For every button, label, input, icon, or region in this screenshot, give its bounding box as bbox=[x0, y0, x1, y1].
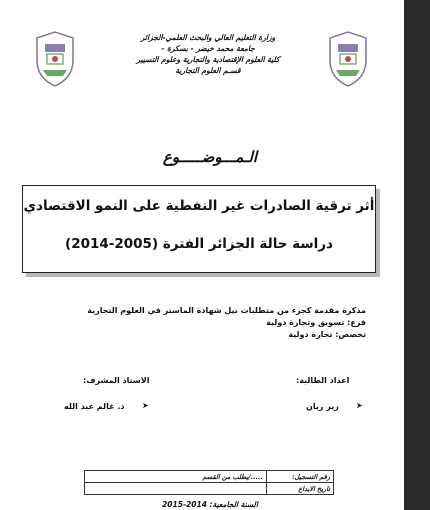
bullet-arrow-icon: ➤ bbox=[142, 401, 149, 410]
faculty-name: كلية العلوم الإقتصادية والتجارية وعلوم التسيير bbox=[136, 55, 280, 64]
subject-label: الـمـــوضـــــوع bbox=[162, 148, 258, 166]
university-name: جامعة محمد خيضر - بسكرة - bbox=[161, 44, 255, 53]
thesis-subtitle: دراسة حالة الجزائر الفترة (2005-2014) bbox=[65, 236, 333, 252]
ministry-name: وزارة التعليم العالي والبحث العلمي-الجزائر bbox=[140, 33, 276, 42]
deposit-date-value bbox=[85, 483, 267, 495]
university-logo-right bbox=[326, 30, 370, 88]
student-label: اعداد الطالبة: bbox=[296, 376, 350, 385]
memo-specialty: تخصص: تجارة دولية bbox=[288, 330, 366, 339]
department-name: قسـم العلوم التجارية bbox=[175, 66, 241, 75]
memo-description: مذكرة مقدمة كجزء من متطلبات نيل شهادة الماستر في العلوم التجارية bbox=[87, 306, 366, 315]
table-row bbox=[85, 483, 334, 495]
bullet-arrow-icon: ➤ bbox=[356, 401, 363, 410]
registration-table bbox=[84, 470, 334, 495]
title-box bbox=[22, 185, 376, 273]
window-edge bbox=[404, 0, 430, 510]
deposit-date-label: تاريخ الايداع bbox=[267, 483, 334, 495]
supervisor-label: الاستاذ المشرف: bbox=[83, 376, 150, 385]
university-logo-left bbox=[33, 30, 77, 88]
memo-branch: فرع: تسويق وتجارة دولية bbox=[266, 318, 366, 327]
thesis-title: أثر ترقية الصادرات غير النفطية على النمو الاقتصادي bbox=[23, 198, 375, 214]
registration-number-label: رقم التسجيل: bbox=[267, 471, 334, 483]
registration-number-value: ...../يطلب من القسم bbox=[85, 471, 267, 483]
student-name: زير ريان bbox=[306, 402, 339, 411]
table-row bbox=[85, 471, 334, 483]
academic-year: السنة الجامعية: 2014-2015 bbox=[162, 500, 258, 509]
supervisor-name: د. غالم عبد الله bbox=[64, 402, 125, 411]
